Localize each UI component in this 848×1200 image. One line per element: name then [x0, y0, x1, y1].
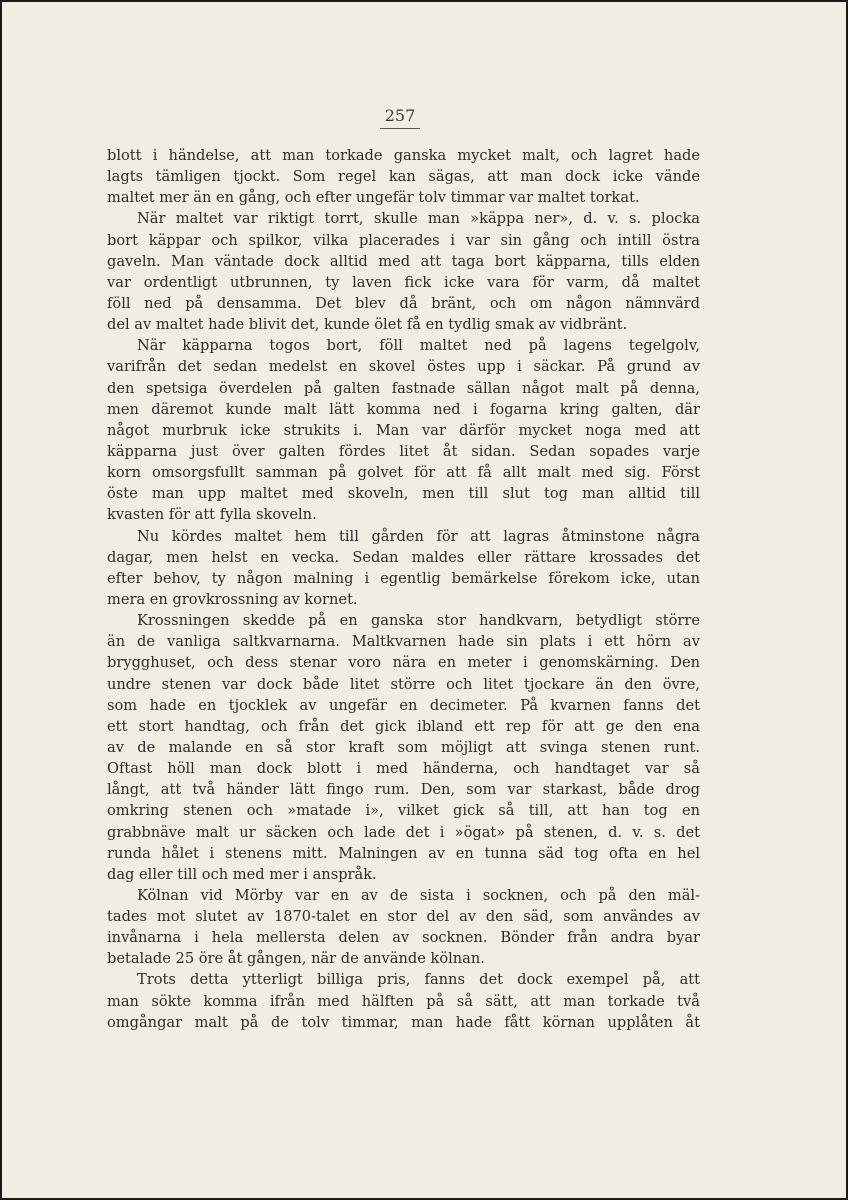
paragraph: [107, 208, 700, 335]
text-line: bort käppar och spilkor, vilka placerades i var sin gång och intill östra: [107, 231, 700, 249]
text-line: efter behov, ty någon malning i egentlig bemärkelse förekom icke, utan: [107, 569, 700, 587]
text-line: varifrån det sedan medelst en skovel östes upp i säckar. På grund av: [107, 358, 700, 376]
page-number: 257: [384, 106, 416, 125]
text-line: omkring stenen och »matade i», vilket gick så till, att han tog en: [107, 802, 700, 820]
text-line: undre stenen var dock både litet större och litet tjockare än den övre,: [107, 675, 700, 693]
paragraph: [107, 885, 700, 970]
text-line: korn omsorgsfullt samman på golvet för att få allt malt med sig. Först: [107, 464, 700, 482]
text-line: av de malande en så stor kraft som möjligt att svinga stenen runt.: [107, 738, 700, 756]
text-line: Kölnan vid Mörby var en av de sista i socknen, och på den mäl-: [137, 886, 700, 904]
text-line: något murbruk icke strukits i. Man var därför mycket noga med att: [107, 421, 700, 439]
text-line: blott i händelse, att man torkade ganska mycket malt, och lagret hade: [107, 147, 700, 164]
text-line: var ordentligt utbrunnen, ty laven fick icke vara för varm, då maltet: [107, 273, 700, 291]
text-line: brygghuset, och dess stenar voro nära en meter i genomskärning. Den: [107, 654, 700, 672]
scanned-page: [2, 2, 846, 1198]
text-line: betalade 25 öre åt gången, när de använde kölnan.: [107, 950, 485, 968]
text-line: omgångar malt på de tolv timmar, man hade fått körnan upplåten åt: [107, 1013, 700, 1031]
text-line: invånarna i hela mellersta delen av socknen. Bönder från andra byar: [107, 929, 700, 947]
text-line: kvasten för att fylla skoveln.: [107, 506, 317, 524]
text-line: När käpparna togos bort, föll maltet ned på lagens tegelgolv,: [137, 337, 700, 355]
text-line: runda hålet i stenens mitt. Malningen av en tunna säd tog ofta en hel: [107, 844, 700, 862]
text-line: som hade en tjocklek av ungefär en decimeter. På kvarnen fanns det: [107, 696, 700, 714]
body-text: [107, 145, 700, 1033]
text-line: lagts tämligen tjockt. Som regel kan sägas, att man dock icke vände: [107, 168, 700, 186]
paragraph: [107, 610, 700, 885]
text-line: än de vanliga saltkvarnarna. Maltkvarnen hade sin plats i ett hörn av: [107, 633, 700, 651]
text-line: men däremot kunde malt lätt komma ned i fogarna kring galten, där: [107, 400, 700, 418]
text-line: Nu kördes maltet hem till gården för att lagras åtminstone några: [137, 527, 700, 545]
paragraph: [107, 526, 700, 611]
text-line: Trots detta ytterligt billiga pris, fanns det dock exempel på, att: [137, 971, 700, 989]
text-line: den spetsiga överdelen på galten fastnade sällan något malt på denna,: [107, 379, 700, 397]
text-line: föll ned på densamma. Det blev då bränt, och om någon nämnvärd: [107, 294, 700, 312]
text-line: Oftast höll man dock blott i med händerna, och handtaget var så: [107, 760, 700, 778]
page-number-rule: [380, 128, 420, 129]
text-line: När maltet var riktigt torrt, skulle man »käppa ner», d. v. s. plocka: [137, 210, 700, 228]
text-line: del av maltet hade blivit det, kunde ölet få en tydlig smak av vidbränt.: [107, 316, 628, 334]
paragraph: [107, 969, 700, 1032]
text-line: käpparna just över galten fördes litet åt sidan. Sedan sopades varje: [107, 442, 700, 460]
paragraph: [107, 335, 700, 525]
text-line: dagar, men helst en vecka. Sedan maldes eller rättare krossades det: [107, 548, 700, 566]
text-line: man sökte komma ifrån med hälften på så sätt, att man torkade två: [107, 992, 700, 1010]
text-line: långt, att två händer lätt fingo rum. Den, som var starkast, både drog: [107, 781, 700, 799]
text-line: tades mot slutet av 1870-talet en stor del av den säd, som användes av: [107, 908, 700, 926]
text-line: mera en grovkrossning av kornet.: [107, 590, 358, 608]
paragraph: [107, 145, 700, 208]
text-line: maltet mer än en gång, och efter ungefär tolv timmar var maltet torkat.: [107, 189, 640, 207]
text-line: ett stort handtag, och från det gick ibland ett rep för att ge den ena: [107, 717, 700, 735]
text-line: öste man upp maltet med skoveln, men till slut tog man alltid till: [107, 485, 700, 503]
text-line: gaveln. Man väntade dock alltid med att taga bort käpparna, tills elden: [107, 252, 700, 270]
text-line: Krossningen skedde på en ganska stor handkvarn, betydligt större: [137, 612, 700, 630]
text-line: grabbnäve malt ur säcken och lade det i »ögat» på stenen, d. v. s. det: [107, 823, 700, 841]
text-line: dag eller till och med mer i anspråk.: [107, 865, 377, 883]
